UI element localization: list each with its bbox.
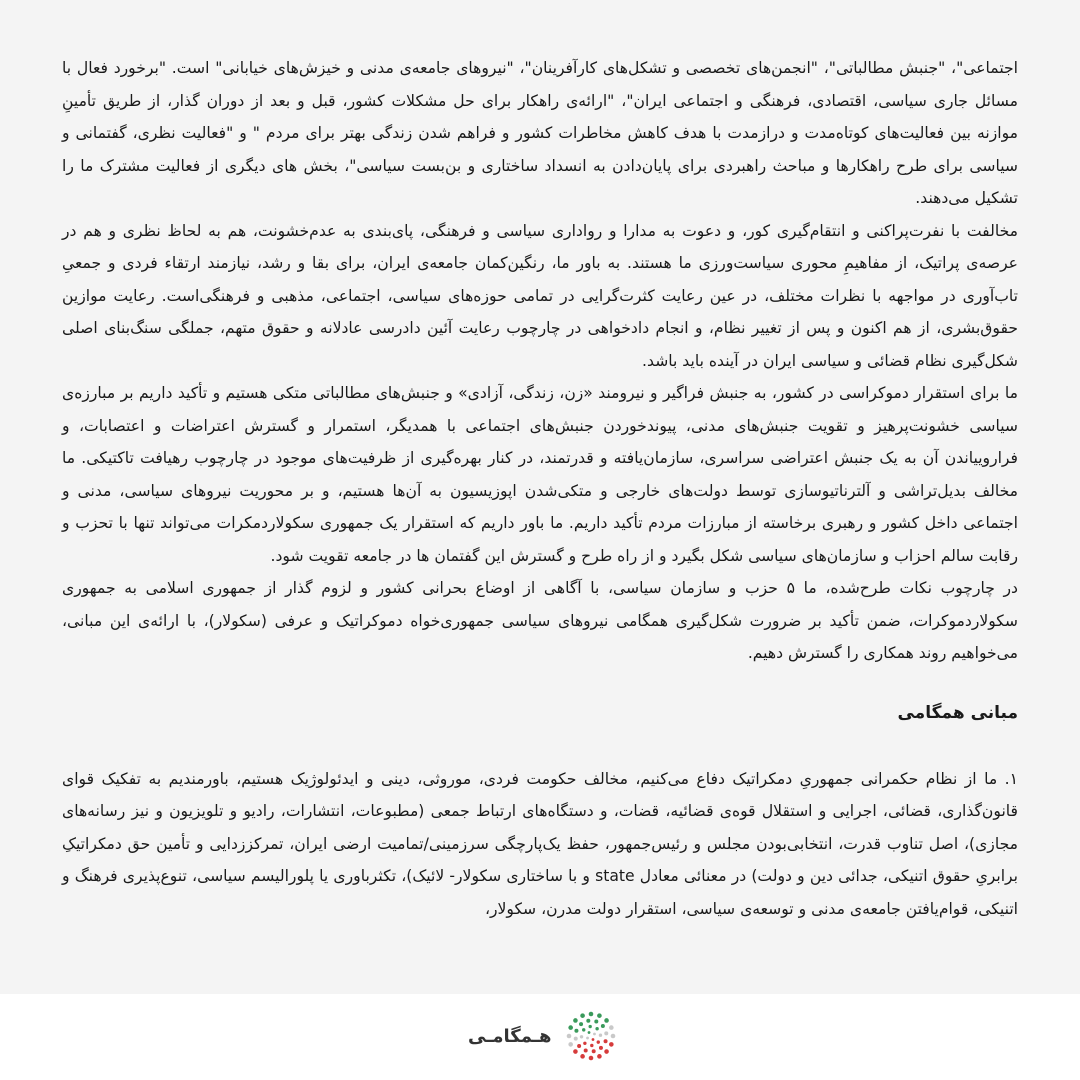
paragraph-4: در چارچوب نکات طرح‌شده، ما ۵ حزب و سازمان سیاسی، با آگاهی از اوضاع بحرانی کشور و لزوم گذار از جمهوری اسلامی به جمهوری سکولاردموکرات، ضمن تأکید بر ضرورت شکل‌گیری همگامی نیروهای سیاسی جمهوری‌خواه دموکراتیک و عرفی (سکولار)، با ارائه‌ی این مبانی، می‌خواهیم روند همکاری را گسترش دهیم. (62, 579, 1018, 662)
paragraph-2: مخالفت با نفرت‌پراکنی و انتقام‌گیری کور، و دعوت به مدارا و رواداری سیاسی و فرهنگی، پای‌بندی به عدم‌خشونت، هم به لحاظ نظری و هم در عرصه‌ی پراتیک، از مفاهیمِ محوری سیاست‌ورزی ما هستند. به باور ما، رنگین‌کمان جامعه‌ی ایران، برای بقا و رشد، نیازمند ارتقاء فردی و جمعیِ تاب‌آوری در مواجهه با نظرات مختلف، در عین رعایت کثرت‌گرایی در تمامی حوزه‌های سیاسی، اجتماعی، مذهبی و فرهنگی‌است. رعایت موازین حقوق‌بشری، از هم اکنون و پس از تغییر نظام، و انجام دادخواهی در چارچوب رعایت آئین دادرسی عادلانه و حقوق متهم، جملگی سنگ‌بنای اصلی شکل‌گیری نظام قضائی و سیاسی ایران در آینده باید باشد. (62, 221, 1018, 370)
dotted-circle-logo-icon (565, 1010, 617, 1062)
section-paragraph: ۱. ما از نظام حکمرانی جمهوریِ دمکراتیک دفاع می‌کنیم، مخالف حکومت فردی، موروثی، دینی و ایدئولوژیک هستیم، باورمندیم به تفکیک قوای قانون‌گذاری، قضائی، اجرایی و استقلال قوه‌ی قضائیه، قضات، و دستگاه‌های ارتباط جمعی (مطبوعات، انتشارات، رادیو و تلویزیون و نیز رسانه‌های مجازی)، اصل تناوب قدرت، انتخابی‌بودن مجلس و رئیس‌جمهور، حفظ یک‌پارچگی سرزمینی/تمامیت ارضی ایران، تمرکززدایی و تأمین حق دمکراتیکِ برابریِ حقوق اتنیکی، جدائی دین و دولت) در معنائی معادل state و با ساختاری سکولار- لائیک)، تکثرباوری یا پلورالیسم سیاسی، تنوع‌پذیری فرهنگ و اتنیکی، قوام‌یافتن جامعه‌ی مدنی و توسعه‌ی سیاسی، استقرار دولت مدرن، سکولار، (62, 769, 1018, 918)
logo-dot (581, 1013, 586, 1018)
document-body (62, 52, 1018, 925)
logo-dot (589, 1056, 594, 1061)
logo-dot (588, 1031, 591, 1034)
logo-dot (581, 1054, 586, 1059)
logo-dot (589, 1025, 592, 1028)
section-heading: مبانی همگامی (897, 702, 1018, 723)
logo-dot (567, 1034, 572, 1039)
logo-dot (591, 1044, 594, 1047)
logo-dot (609, 1042, 614, 1047)
logo-dot (592, 1038, 595, 1041)
logo-dot (574, 1049, 579, 1054)
logo-dot (598, 1013, 603, 1018)
logo-dot (575, 1029, 579, 1033)
logo-dot (587, 1037, 590, 1040)
logo-dot (597, 1040, 600, 1043)
spacer (62, 670, 1018, 697)
logo-dot (604, 1039, 608, 1043)
logo-dot (601, 1024, 605, 1028)
spacer (62, 729, 1018, 763)
logo-dot (582, 1028, 585, 1031)
logo-dot (595, 1019, 599, 1023)
brand-name: هـمگامـی (468, 1025, 552, 1047)
brand-logo (468, 1010, 617, 1062)
logo-dot (587, 1019, 591, 1023)
logo-dot (594, 1033, 597, 1036)
logo-dot (569, 1042, 574, 1047)
logo-dot (584, 1042, 587, 1045)
logo-dot (611, 1034, 616, 1039)
logo-dot (589, 1012, 594, 1017)
logo-dot (605, 1049, 610, 1054)
paragraph-3: ما برای استقرار دموکراسی در کشور، به جنبش فراگیر و نیرومند «زن، زندگی، آزادی» و جنبش‌های مطالباتی متکی هستیم و تأکید داریم بر مبارزه‌ی سیاسی خشونت‌پرهیز و تقویت جنبش‌های مدنی، پیوندخوردن جنبش‌های اجتماعی با همدیگر، استمرار و گسترش اعتراضات و اعتصابات، و فراروییاندن آن به یک جنبش اعتراضی سراسری، سازمان‌یافته و قدرتمند، در کنار بهره‌گیری از ظرفیت‌های موجود در چارچوب رهیافت تاکتیکی. ما مخالف بدیل‌تراشی و آلترناتیوسازی توسط دولت‌های خارجی و متکی‌شدن اپوزیسیون به آن‌ها هستیم، و بر محوریت نیروهای سیاسی، مدنی و اجتماعی داخل کشور و رهبری برخاسته از مبارزات مردم تأکید داریم. ما باور داریم که استقرار یک جمهوری سکولاردمکرات می‌تواند تنها با تحزب و رقابت سالم احزاب و سازمان‌های سیاسی شکل بگیرد و از راه طرح و گسترش این گفتمان ها در جامعه تقویت شود. (62, 384, 1018, 565)
footer-bar (0, 994, 1080, 1080)
logo-dot (578, 1044, 582, 1048)
logo-dot (598, 1054, 603, 1059)
logo-dot (599, 1046, 603, 1050)
logo-dot (609, 1025, 614, 1030)
logo-dot (574, 1037, 578, 1041)
logo-dot (579, 1022, 583, 1026)
logo-dot (569, 1025, 574, 1030)
logo-dot (580, 1035, 583, 1038)
logo-dot (574, 1018, 579, 1023)
logo-dot (592, 1049, 596, 1053)
paragraph-1: اجتماعی"، "جنبش مطالباتی"، "انجمن‌های تخصصی و تشکل‌های کارآفرینان"، "نیروهای جامعه‌ی مدنی و خیزش‌های خیابانی" است. "برخورد فعال با مسائل جاری سیاسی، اقتصادی، فرهنگی و اجتماعی ایران"، "ارائه‌ی راهکار برای حل مشکلات کشور، قبل و بعد از دوران گذار، از طریق تأمینِ موازنه بین فعالیت‌های کوتاه‌مدت و درازمدت با هدف کاهش مخاطرات کشور و فراهم شدن زندگی بهتر برای مردم " و "فعالیت نظری، گفتمانی و سیاسی برای طرح راهکارها و مباحث راهبردی برای پایان‌دادن به انسداد ساختاری و بن‌بست سیاسی"، بخش های دیگری از فعالیت مشترک ما را تشکیل می‌دهند. (62, 59, 1018, 207)
logo-dot (584, 1049, 588, 1053)
logo-dot (596, 1027, 599, 1030)
logo-dot (605, 1018, 610, 1023)
logo-dot (599, 1033, 602, 1036)
logo-dot (605, 1031, 609, 1035)
